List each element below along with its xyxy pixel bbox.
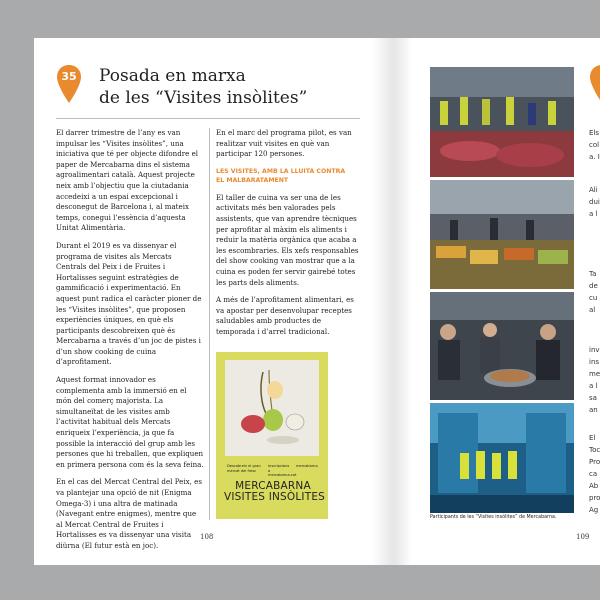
cut-text: de [589, 282, 598, 290]
cut-text: a l [589, 210, 598, 218]
poster-title [224, 480, 326, 503]
subheading-line: EL MALBARATAMENT [216, 177, 289, 185]
visites-insolites-poster [216, 352, 328, 519]
map-pin-icon [589, 64, 600, 104]
photo-cooking-show [430, 292, 574, 400]
cut-text: dui [589, 198, 600, 206]
page-number-left: 108 [200, 533, 214, 541]
cut-text: Toc [589, 446, 600, 454]
book-gutter [372, 38, 412, 565]
cut-text: ins [589, 358, 600, 366]
photo-fish-market [430, 67, 574, 177]
cut-text: Ag [589, 506, 599, 514]
paragraph: En el marc del programa pilot, es van realitzar vuit visites en què van participar 120 persones. [216, 128, 352, 159]
paragraph: En el cas del Mercat Central del Peix, es va plantejar una opció de nit (Enigma Omega-3) i una altra de matinada (Navegant entre enigmes), mentre que al Mercat Central de Fruites i Hortalisses es va dissenyar una visita diürna (El futur està en joc). [56, 477, 202, 550]
cut-text: cu [589, 294, 598, 302]
paragraph: Aquest format innovador es complementa amb la immersió en el món del comerç majorista. La simultaneïtat de les visites amb l’activitat habitual dels Mercats enriqueix l’experiència, ja que fa possible la interacció del grup amb les persones que hi treballen, que expliquen en primera persona com és la seva feina. [56, 375, 204, 469]
poster-tagline: Descobreix el gran mercat del fresc [227, 464, 261, 473]
cut-text: pro [589, 494, 600, 502]
cut-text: ca [589, 470, 598, 478]
poster-info: Inscripcions a mercabarna.cat [268, 464, 297, 477]
text-column-left [56, 128, 204, 559]
cut-text: a l [589, 382, 598, 390]
photo-cold-storage [430, 403, 574, 513]
cut-text: Els [589, 129, 600, 137]
cut-text: me [589, 370, 600, 378]
subheading [216, 167, 361, 186]
cut-text: El [589, 434, 596, 442]
text-column-right [216, 128, 361, 345]
cut-text: Ab [589, 482, 599, 490]
cut-text: Ali [589, 186, 598, 194]
cut-text: col [589, 141, 600, 149]
cut-text: an [589, 406, 598, 414]
cut-text: al [589, 306, 596, 314]
poster-artwork [225, 360, 319, 456]
photo-caption: Participants de les “Visites insòlites” de Mercabarna. [430, 515, 557, 520]
cut-text: sa [589, 394, 597, 402]
page-title-line1: Posada en marxa [99, 66, 246, 86]
photo-fruit-market [430, 180, 574, 289]
poster-brand: mercabarna [296, 464, 318, 468]
cut-text: Pro [589, 458, 600, 466]
title-divider [56, 118, 360, 119]
paragraph: El darrer trimestre de l’any es van impulsar les “Visites insòlites”, una iniciativa que té per objecte difondre el paper de Mercabarna dins el sistema agroalimentari català. Aquest projecte neix amb l’objectiu que la ciutadania accedeixi a un espai excepcional i desconegut de Barcelona i, al mateix temps, conegui l’essència d’aquesta Unitat Alimentària. [56, 128, 199, 233]
cut-text: Ta [589, 270, 597, 278]
poster-illustration [225, 360, 319, 456]
paragraph: El taller de cuina va ser una de les activitats més ben valorades pels assistents, que van aprendre tècniques per aprofitar al màxim els aliments i reduir la matèria orgànica que acaba a les escombraries. Els xefs responsables del show cooking van mostrar que a la cuina es poden fer servir gairebé totes les parts dels aliments. [216, 192, 359, 287]
poster-title-line: MERCABARNA [235, 480, 311, 492]
page-number-right: 109 [576, 533, 590, 541]
paragraph: A més de l’aprofitament alimentari, es va apostar per desenvolupar receptes saludables amb productes de temporada i d’arrel tradicional. [216, 295, 354, 336]
section-number: 35 [61, 70, 77, 83]
cut-text: inv [589, 346, 600, 354]
cut-text: a. I [589, 153, 600, 161]
subheading-line: LES VISITES, AMB LA LLUITA CONTRA [216, 167, 346, 175]
paragraph: Durant el 2019 es va dissenyar el programa de visites als Mercats Centrals del Peix i de Fruites i Hortalisses seguint estratègies de gammificació i experimentació. En aquest punt radica el caràcter pioner de les “Visites insòlites”, que proposen experiències úniques, en què els participants descobreixen què és Mercabarna a través d’un joc de pistes i d’un show cooking de cuina d’aprofitament. [56, 240, 202, 367]
page-title-line2: de les “Visites insòlites” [99, 88, 308, 108]
column-divider [209, 128, 210, 520]
poster-title-line: VISITES INSÒLITES [224, 491, 326, 503]
